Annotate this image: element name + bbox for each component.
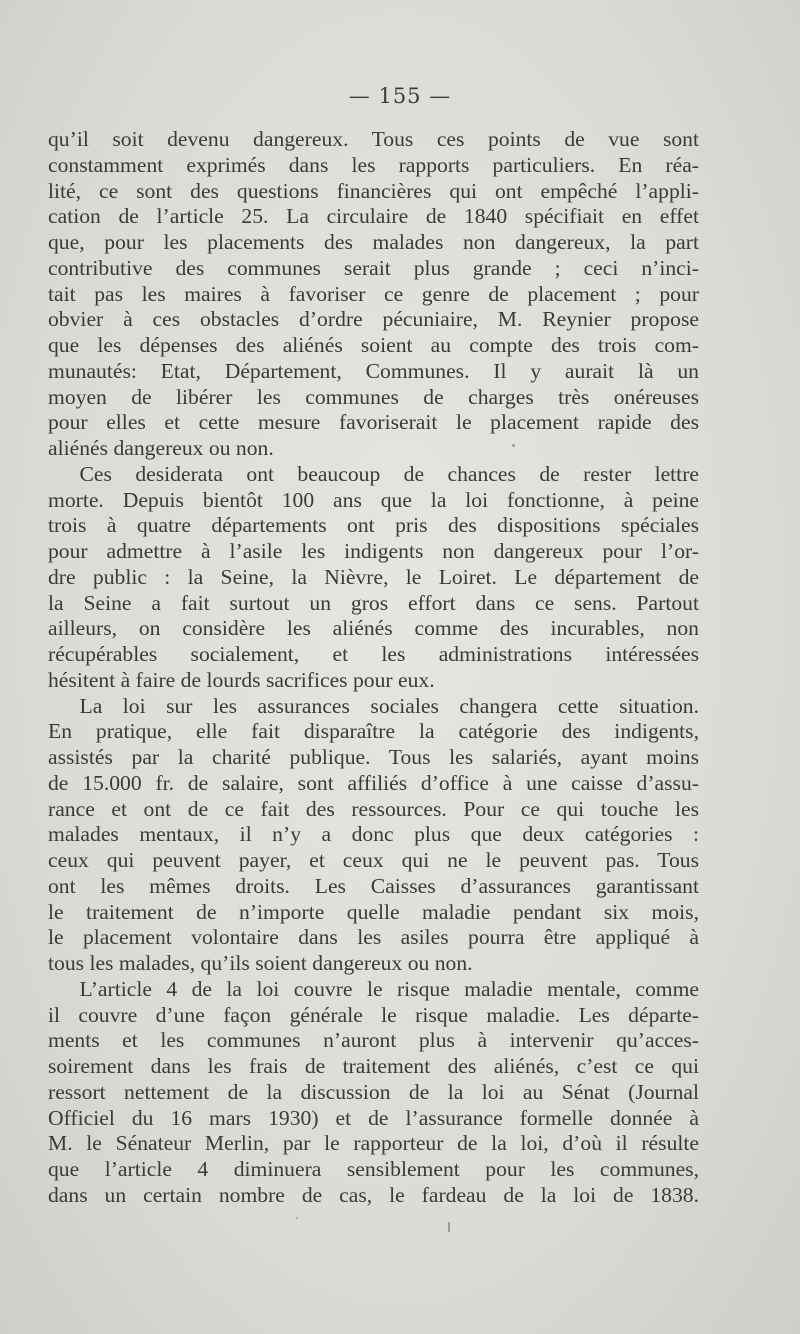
text-line: contributive des communes serait plus grande ; ceci n’inci-: [48, 257, 699, 280]
text-line: En pratique, elle fait disparaître la catégorie des indigents,: [48, 721, 699, 744]
text-line: ailleurs, on considère les aliénés comme des incurables, non: [48, 618, 699, 641]
text-line: L’article 4 de la loi couvre le risque maladie mentale, comme: [79, 978, 699, 1001]
text-line: ceux qui peuvent payer, et ceux qui ne le peuvent pas. Tous: [48, 850, 699, 872]
text-line: Ces desiderata ont beaucoup de chances de rester lettre: [79, 463, 699, 486]
text-line: M. le Sénateur Merlin, par le rapporteur de la loi, d’où il résulte: [48, 1133, 699, 1156]
text-line: le placement volontaire dans les asiles pourra être appliqué à: [48, 927, 699, 950]
text-line: qu’il soit devenu dangereux. Tous ces points de vue sont: [48, 129, 699, 151]
text-line: constamment exprimés dans les rapports particuliers. En réa-: [48, 154, 699, 177]
text-line: tous les malades, qu’ils soient dangereux ou non.: [48, 953, 473, 975]
text-line: ments et les communes n’auront plus à intervenir qu’acces-: [48, 1030, 699, 1053]
text-line: dre public : la Seine, la Nièvre, le Loiret. Le département de: [48, 566, 699, 589]
text-line: il couvre d’une façon générale le risque maladie. Les départe-: [48, 1004, 699, 1027]
text-line: ont les mêmes droits. Les Caisses d’assurances garantissant: [48, 875, 699, 898]
text-line: hésitent à faire de lourds sacrifices pour eux.: [48, 669, 435, 692]
text-line: dans un certain nombre de cas, le fardeau de la loi de 1838.: [48, 1184, 699, 1207]
text-line: que l’article 4 diminuera sensiblement pour les communes,: [48, 1159, 699, 1181]
page-number: — 155 —: [348, 84, 452, 108]
text-line: la Seine a fait surtout un gros effort dans ce sens. Partout: [48, 592, 699, 615]
text-line: Officiel du 16 mars 1930) et de l’assurance formelle donnée à: [48, 1107, 699, 1130]
text-line: tait pas les maires à favoriser ce genre de placement ; pour: [48, 283, 699, 306]
text-line: La loi sur les assurances sociales changera cette situation.: [79, 695, 699, 718]
text-line: munautés: Etat, Département, Communes. Il y aurait là un: [48, 360, 699, 383]
text-line: obvier à ces obstacles d’ordre pécuniaire, M. Reynier propose: [48, 309, 699, 332]
text-line: malades mentaux, il n’y a donc plus que deux catégories :: [48, 824, 699, 847]
text-line: pour elles et cette mesure favoriserait le placement rapide des: [48, 412, 699, 435]
text-line: aliénés dangereux ou non.: [48, 438, 274, 460]
text-line: le traitement de n’importe quelle maladie pendant six mois,: [48, 901, 699, 924]
body-text: [48, 128, 699, 1210]
text-line: moyen de libérer les communes de charges très onéreuses: [48, 386, 699, 409]
text-line: de 15.000 fr. de salaire, sont affiliés d’office à une caisse d’assu-: [48, 772, 699, 795]
text-line: récupérables socialement, et les administrations intéressées: [48, 644, 699, 666]
text-line: trois à quatre départements ont pris des dispositions spéciales: [48, 515, 699, 538]
text-line: que, pour les placements des malades non dangereux, la part: [48, 232, 699, 254]
text-line: assistés par la charité publique. Tous les salariés, ayant moins: [48, 747, 699, 769]
text-line: soirement dans les frais de traitement des aliénés, c’est ce qui: [48, 1056, 699, 1078]
paper-speck: [512, 444, 515, 447]
text-line: ressort nettement de la discussion de la loi au Sénat (Journal: [48, 1081, 699, 1104]
text-line: que les dépenses des aliénés soient au compte des trois com-: [48, 335, 699, 357]
text-line: pour admettre à l’asile les indigents non dangereux pour l’or-: [48, 541, 699, 563]
text-line: morte. Depuis bientôt 100 ans que la loi fonctionne, à peine: [48, 489, 699, 512]
text-line: cation de l’article 25. La circulaire de 1840 spécifiait en effet: [48, 206, 699, 229]
text-line: lité, ce sont des questions financières qui ont empêché l’appli-: [48, 180, 699, 203]
text-line: rance et ont de ce fait des ressources. Pour ce qui touche les: [48, 798, 699, 821]
paper-speck: [448, 1222, 450, 1232]
paper-speck: [296, 1217, 298, 1219]
